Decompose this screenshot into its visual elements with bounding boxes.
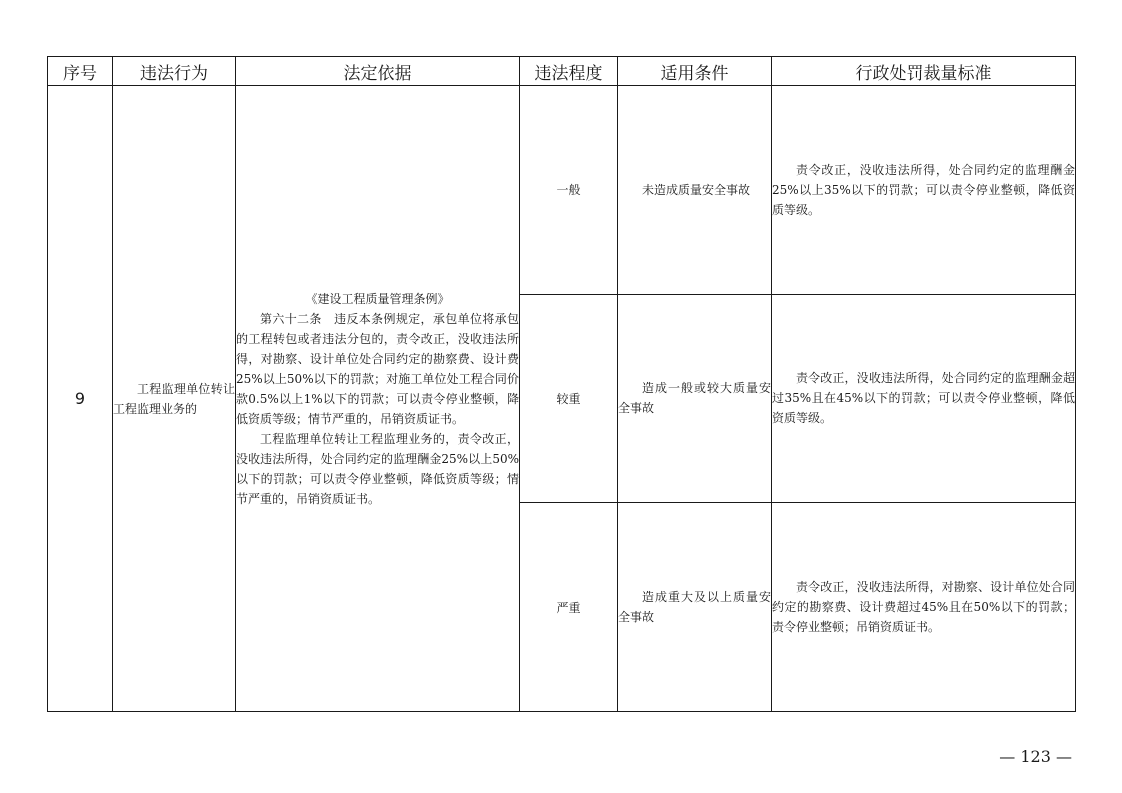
legal-basis-cell — [236, 86, 520, 712]
table-row — [48, 86, 1076, 295]
basis-paragraph: 第六十二条 违反本条例规定，承包单位将承包的工程转包或者违法分包的，责令改正，没收违法所得，对勘察、设计单位处合同约定的勘察费、设计费25%以上50%以下的罚款；对施工单位处工程合同价款0.5%以上1%以下的罚款；可以责令停业整顿，降低资质等级；情节严重的，吊销资质证书。 — [236, 311, 519, 426]
violation-text: 工程监理单位转让工程监理业务的 — [113, 381, 235, 416]
header-legal-basis: 法定依据 — [236, 57, 520, 86]
standard-text: 责令改正，没收违法所得，对勘察、设计单位处合同约定的勘察费、设计费超过45%且在50%以下的罚款；责令停业整顿；吊销资质证书。 — [772, 580, 1075, 635]
condition-cell — [618, 503, 772, 712]
header-seq: 序号 — [48, 57, 113, 86]
standard-cell — [772, 86, 1076, 295]
basis-title: 《建设工程质量管理条例》 — [305, 291, 450, 306]
header-violation: 违法行为 — [113, 57, 236, 86]
standard-text: 责令改正，没收违法所得，处合同约定的监理酬金超过35%且在45%以下的罚款；可以责令停业整顿，降低资质等级。 — [772, 371, 1075, 426]
condition-text: 未造成质量安全事故 — [642, 182, 751, 197]
basis-paragraph: 工程监理单位转让工程监理业务的，责令改正，没收违法所得，处合同约定的监理酬金25%以上50%以下的罚款；可以责令停业整顿，降低资质等级；情节严重的，吊销资质证书。 — [236, 431, 519, 506]
table-header-row — [48, 57, 1076, 86]
violation-cell — [113, 86, 236, 712]
page-number: — 123 — — [999, 747, 1072, 766]
header-condition: 适用条件 — [618, 57, 772, 86]
row-number: 9 — [48, 86, 113, 712]
condition-cell — [618, 86, 772, 295]
degree-cell: 一般 — [520, 86, 618, 295]
header-degree: 违法程度 — [520, 57, 618, 86]
penalty-standard-table — [47, 56, 1076, 712]
degree-cell: 较重 — [520, 294, 618, 503]
condition-text: 造成重大及以上质量安全事故 — [618, 590, 771, 625]
standard-cell — [772, 503, 1076, 712]
header-penalty-standard: 行政处罚裁量标准 — [772, 57, 1076, 86]
condition-text: 造成一般或较大质量安全事故 — [618, 381, 771, 416]
condition-cell — [618, 294, 772, 503]
degree-cell: 严重 — [520, 503, 618, 712]
standard-cell — [772, 294, 1076, 503]
standard-text: 责令改正，没收违法所得，处合同约定的监理酬金25%以上35%以下的罚款；可以责令停业整顿，降低资质等级。 — [772, 162, 1075, 217]
